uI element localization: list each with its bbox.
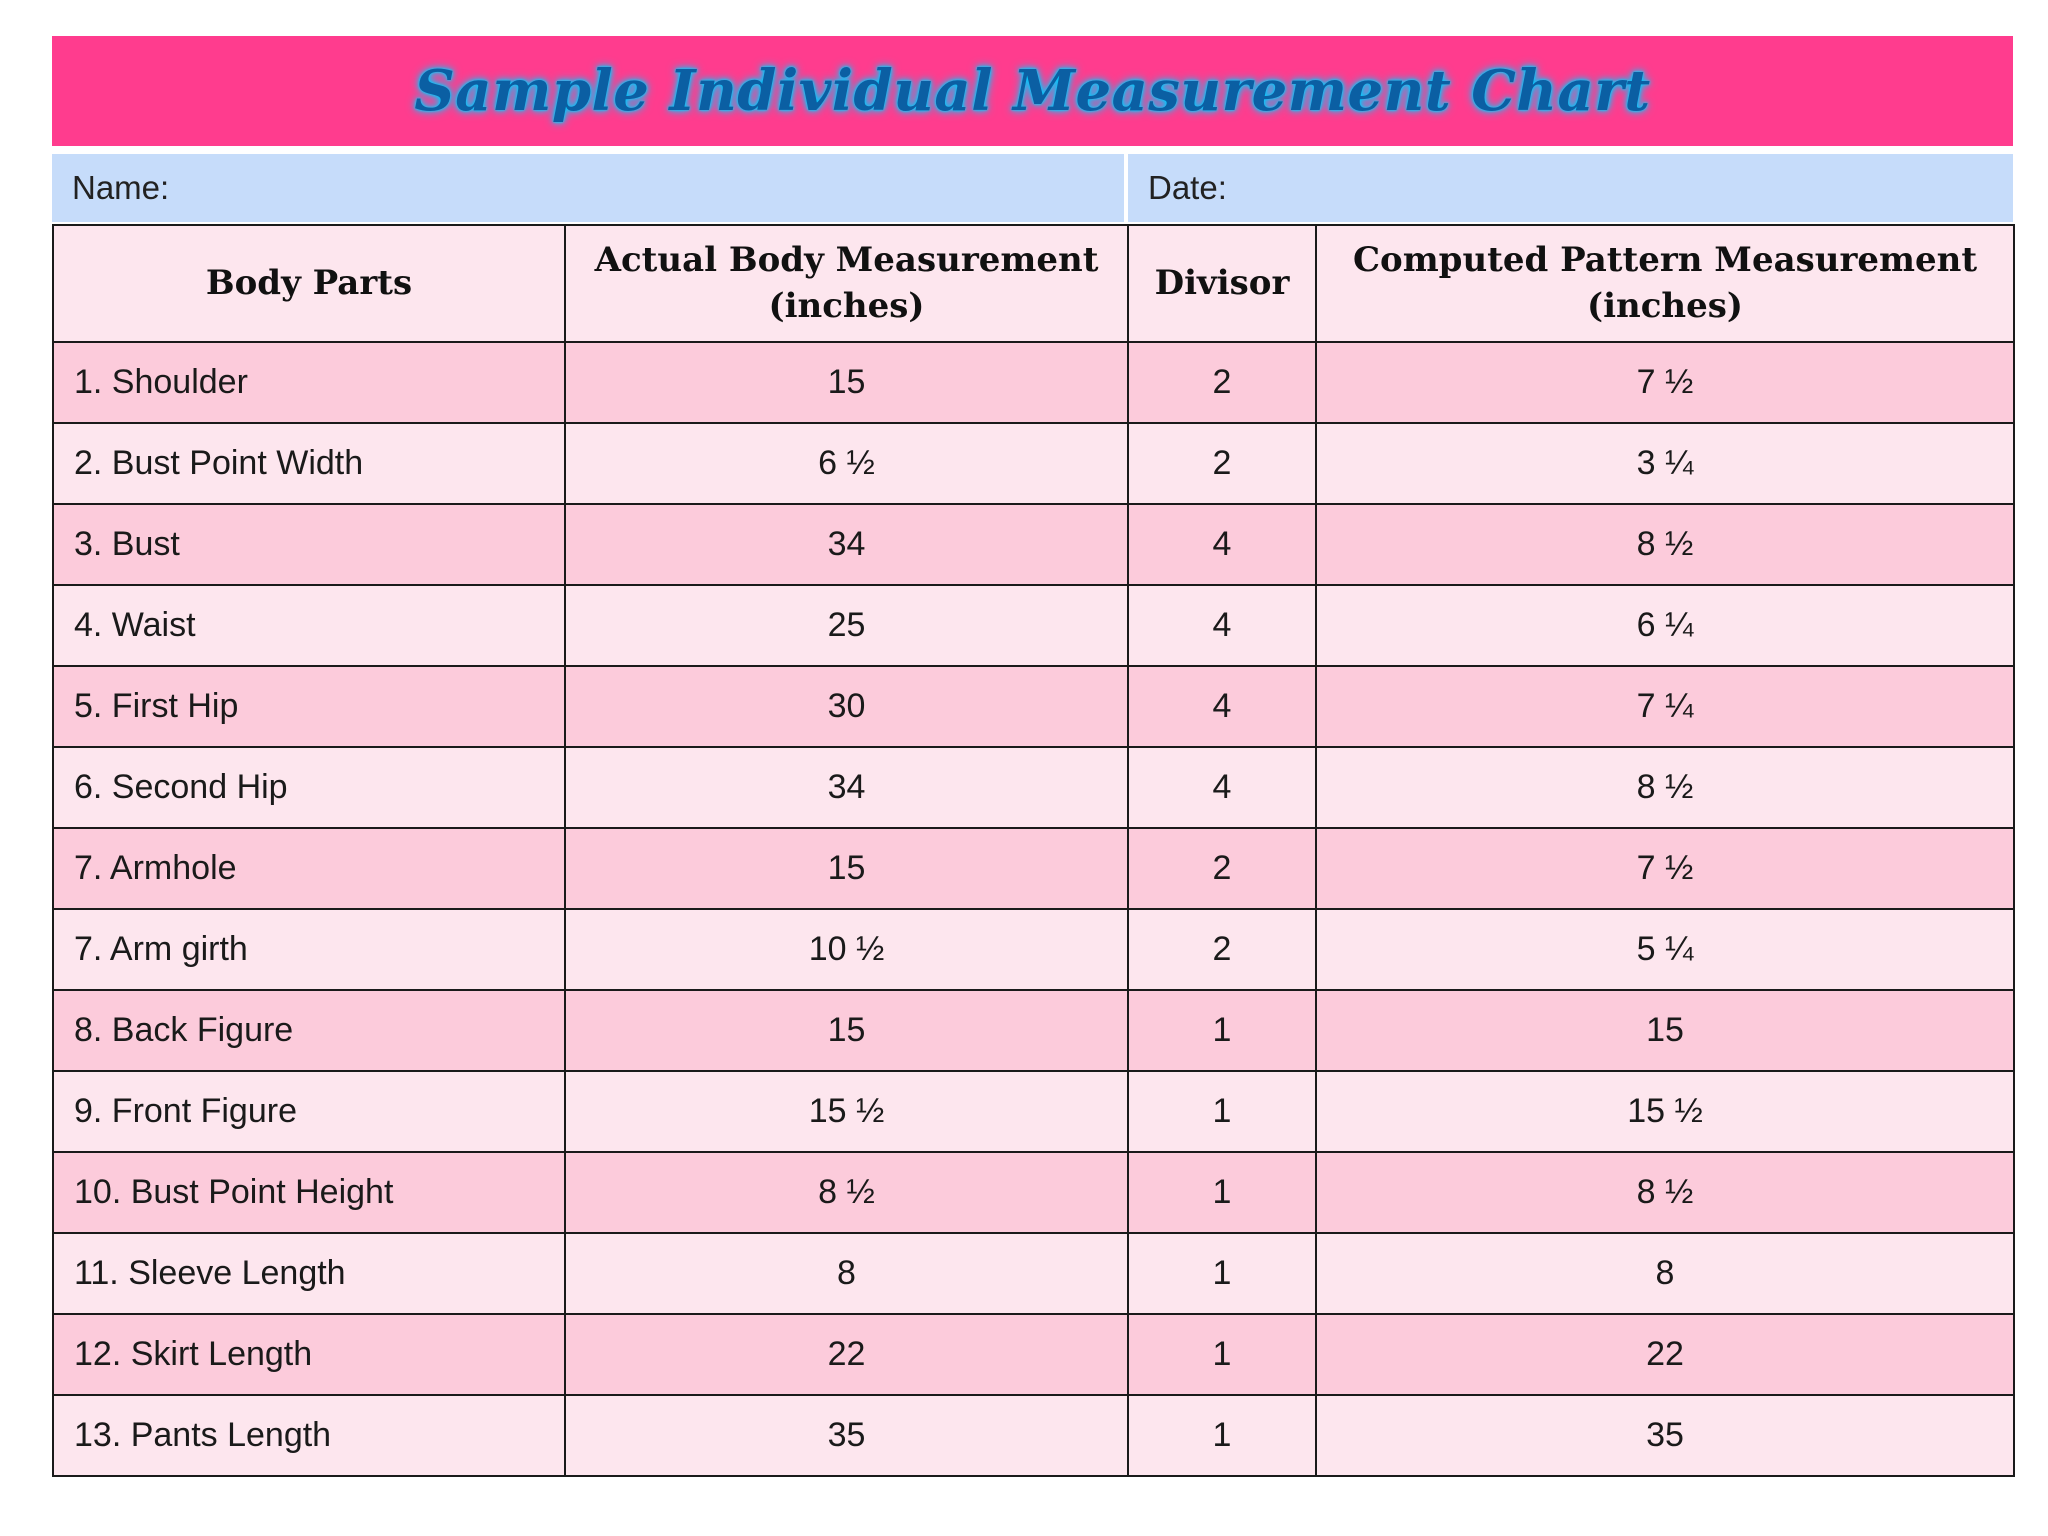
table-row xyxy=(53,828,2014,909)
table-row xyxy=(53,909,2014,990)
body-part-cell: 3. Bust xyxy=(53,504,565,585)
title-banner xyxy=(52,36,2013,146)
actual-measurement-cell: 15 xyxy=(565,990,1128,1071)
computed-measurement-cell: 22 xyxy=(1316,1314,2014,1395)
actual-measurement-cell: 25 xyxy=(565,585,1128,666)
computed-measurement-cell: 5 ¼ xyxy=(1316,909,2014,990)
divisor-cell: 2 xyxy=(1128,828,1316,909)
table-row xyxy=(53,585,2014,666)
page-title: Sample Individual Measurement Chart xyxy=(414,58,1651,124)
actual-measurement-cell: 34 xyxy=(565,747,1128,828)
header-body-parts: Body Parts xyxy=(53,225,565,342)
computed-measurement-cell: 7 ½ xyxy=(1316,342,2014,423)
measurement-table xyxy=(52,224,2015,1477)
body-part-cell: 6. Second Hip xyxy=(53,747,565,828)
divisor-cell: 1 xyxy=(1128,1395,1316,1476)
actual-measurement-cell: 35 xyxy=(565,1395,1128,1476)
table-body xyxy=(53,342,2014,1476)
actual-measurement-cell: 10 ½ xyxy=(565,909,1128,990)
header-divisor: Divisor xyxy=(1128,225,1316,342)
body-part-cell: 1. Shoulder xyxy=(53,342,565,423)
divisor-cell: 4 xyxy=(1128,666,1316,747)
header-actual-measurement: Actual Body Measurement (inches) xyxy=(565,225,1128,342)
computed-measurement-cell: 35 xyxy=(1316,1395,2014,1476)
computed-measurement-cell: 15 ½ xyxy=(1316,1071,2014,1152)
divisor-cell: 2 xyxy=(1128,909,1316,990)
computed-measurement-cell: 8 ½ xyxy=(1316,504,2014,585)
body-part-cell: 12. Skirt Length xyxy=(53,1314,565,1395)
divisor-cell: 1 xyxy=(1128,1233,1316,1314)
info-row xyxy=(52,154,2013,222)
table-header-row xyxy=(53,225,2014,342)
computed-measurement-cell: 8 ½ xyxy=(1316,1152,2014,1233)
actual-measurement-cell: 6 ½ xyxy=(565,423,1128,504)
table-row xyxy=(53,1071,2014,1152)
divisor-cell: 1 xyxy=(1128,990,1316,1071)
date-label: Date: xyxy=(1148,169,1227,206)
actual-measurement-cell: 8 xyxy=(565,1233,1128,1314)
computed-measurement-cell: 8 xyxy=(1316,1233,2014,1314)
table-row xyxy=(53,1152,2014,1233)
divisor-cell: 4 xyxy=(1128,504,1316,585)
body-part-cell: 11. Sleeve Length xyxy=(53,1233,565,1314)
body-part-cell: 8. Back Figure xyxy=(53,990,565,1071)
divisor-cell: 2 xyxy=(1128,342,1316,423)
name-field[interactable] xyxy=(52,154,1124,222)
divisor-cell: 1 xyxy=(1128,1314,1316,1395)
body-part-cell: 2. Bust Point Width xyxy=(53,423,565,504)
body-part-cell: 13. Pants Length xyxy=(53,1395,565,1476)
computed-measurement-cell: 7 ½ xyxy=(1316,828,2014,909)
divisor-cell: 1 xyxy=(1128,1152,1316,1233)
table-row xyxy=(53,1233,2014,1314)
name-label: Name: xyxy=(72,169,170,206)
table-row xyxy=(53,747,2014,828)
table-row xyxy=(53,1395,2014,1476)
table-row xyxy=(53,666,2014,747)
table-row xyxy=(53,990,2014,1071)
computed-measurement-cell: 7 ¼ xyxy=(1316,666,2014,747)
body-part-cell: 10. Bust Point Height xyxy=(53,1152,565,1233)
body-part-cell: 4. Waist xyxy=(53,585,565,666)
computed-measurement-cell: 15 xyxy=(1316,990,2014,1071)
body-part-cell: 7. Armhole xyxy=(53,828,565,909)
actual-measurement-cell: 15 xyxy=(565,342,1128,423)
computed-measurement-cell: 6 ¼ xyxy=(1316,585,2014,666)
body-part-cell: 5. First Hip xyxy=(53,666,565,747)
computed-measurement-cell: 8 ½ xyxy=(1316,747,2014,828)
actual-measurement-cell: 22 xyxy=(565,1314,1128,1395)
header-computed-measurement: Computed Pattern Measurement (inches) xyxy=(1316,225,2014,342)
table-row xyxy=(53,1314,2014,1395)
actual-measurement-cell: 8 ½ xyxy=(565,1152,1128,1233)
table-row xyxy=(53,342,2014,423)
divisor-cell: 4 xyxy=(1128,585,1316,666)
actual-measurement-cell: 15 ½ xyxy=(565,1071,1128,1152)
actual-measurement-cell: 15 xyxy=(565,828,1128,909)
date-field[interactable] xyxy=(1128,154,2013,222)
actual-measurement-cell: 34 xyxy=(565,504,1128,585)
actual-measurement-cell: 30 xyxy=(565,666,1128,747)
body-part-cell: 7. Arm girth xyxy=(53,909,565,990)
divisor-cell: 4 xyxy=(1128,747,1316,828)
divisor-cell: 2 xyxy=(1128,423,1316,504)
body-part-cell: 9. Front Figure xyxy=(53,1071,565,1152)
computed-measurement-cell: 3 ¼ xyxy=(1316,423,2014,504)
table-row xyxy=(53,423,2014,504)
divisor-cell: 1 xyxy=(1128,1071,1316,1152)
measurement-sheet xyxy=(52,36,2013,1477)
table-row xyxy=(53,504,2014,585)
